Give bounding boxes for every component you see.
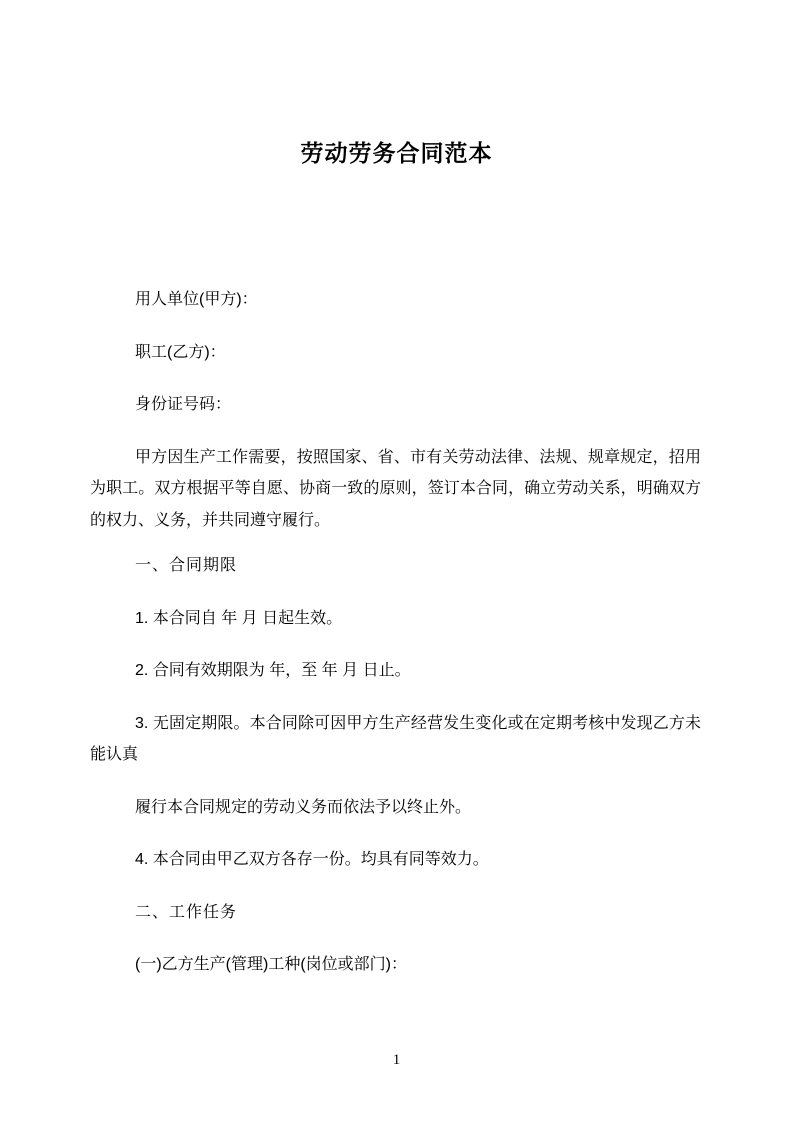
field-party-b-label: 职工(乙方)： [135, 343, 226, 361]
clause-2-1: (一)乙方生产(管理)工种(岗位或部门)： [135, 956, 407, 973]
intro-paragraph: 甲方因生产工作需要，按照国家、省、市有关劳动法律、法规、规章规定，招用为职工。双方根据平等自愿、协商一致的原则，签订本合同，确立劳动关系，明确双方的权力、义务，并共同遵守履行。 [90, 448, 701, 529]
document-body [90, 284, 701, 981]
clause-1-1: 1. 本合同自 年 月 日起生效。 [135, 609, 343, 627]
section-1-heading: 一、合同期限 [135, 557, 238, 574]
field-id-number-label: 身份证号码： [135, 396, 232, 413]
clause-1-3: 3. 无固定期限。本合同除可因甲方生产经营发生变化或在定期考核中发现乙方未能认真 [90, 714, 701, 763]
clause-1-2: 2. 合同有效期限为 年，至 年 月 日止。 [135, 662, 411, 679]
clause-1-4: 4. 本合同由甲乙双方各存一份。均具有同等效力。 [135, 851, 489, 868]
document-title: 劳动劳务合同范本 [300, 140, 493, 166]
page-number: 1 [392, 1052, 401, 1068]
clause-1-3-continuation: 履行本合同规定的劳动义务而依法予以终止外。 [135, 798, 472, 816]
section-2-heading: 二、工作任务 [135, 903, 238, 921]
field-party-a-label: 用人单位(甲方)： [135, 291, 258, 308]
